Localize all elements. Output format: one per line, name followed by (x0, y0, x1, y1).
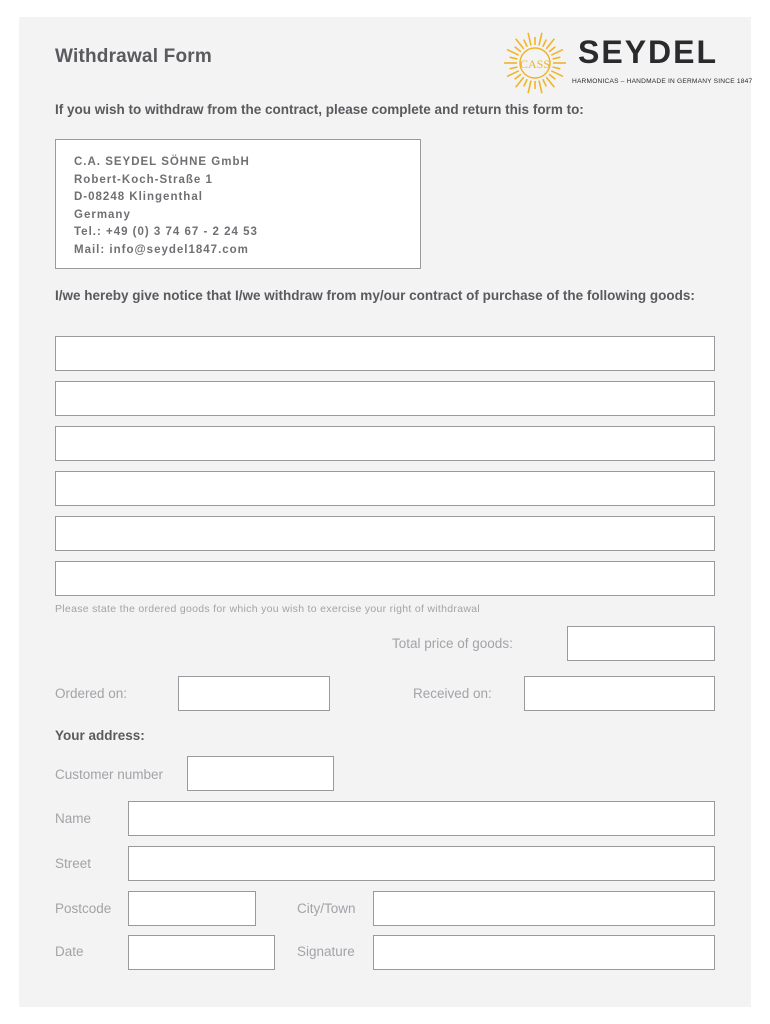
sun-ray (543, 40, 546, 47)
sun-ray (507, 50, 519, 56)
address-line: Tel.: +49 (0) 3 74 67 - 2 24 53 (74, 226, 258, 238)
sun-ray (516, 77, 524, 87)
sun-ray (516, 39, 524, 49)
sun-ray (551, 50, 563, 56)
street-field[interactable] (128, 846, 715, 881)
name-field[interactable] (128, 801, 715, 836)
sun-ray (515, 47, 521, 52)
sun-ray (546, 77, 554, 87)
withdrawal-notice: I/we hereby give notice that I/we withdraw from my/our contract of purchase of the following goods: (55, 288, 695, 303)
sun-ray (553, 57, 561, 59)
sun-ray (507, 71, 519, 77)
company-address-box (55, 139, 421, 269)
date-field[interactable] (128, 935, 275, 970)
customer-number-label: Customer number (55, 767, 164, 782)
goods-row-2[interactable] (55, 381, 715, 416)
address-line: Mail: info@seydel1847.com (74, 243, 249, 256)
sun-ray (546, 39, 554, 49)
date-label: Date (55, 944, 84, 959)
received-on-field[interactable] (524, 676, 715, 711)
goods-hint: Please state the ordered goods for which you wish to exercise your right of withdrawal (55, 603, 481, 615)
sun-ray (539, 81, 542, 94)
postcode-label: Postcode (55, 901, 112, 916)
address-line: Germany (74, 208, 131, 221)
sun-ray (528, 81, 531, 94)
signature-label: Signature (297, 944, 355, 959)
total-price-label: Total price of goods: (392, 636, 513, 651)
sun-ray (551, 71, 563, 77)
seydel-logo (500, 30, 753, 96)
sun-ray (510, 57, 518, 59)
badge-text: CASS (519, 57, 551, 71)
goods-row-6[interactable] (55, 561, 715, 596)
sun-ray (524, 40, 527, 47)
sun-ray (539, 33, 542, 46)
address-line: Robert-Koch-Straße 1 (74, 173, 213, 186)
street-label: Street (55, 856, 92, 871)
sun-ray (549, 74, 555, 79)
goods-row-1[interactable] (55, 336, 715, 371)
customer-number-field[interactable] (187, 756, 334, 791)
sun-ray (510, 67, 518, 69)
brand-name: SEYDEL (578, 34, 719, 70)
received-on-label: Received on: (413, 686, 492, 701)
sun-ray (528, 33, 531, 46)
signature-field[interactable] (373, 935, 715, 970)
postcode-field[interactable] (128, 891, 256, 926)
goods-row-3[interactable] (55, 426, 715, 461)
goods-row-4[interactable] (55, 471, 715, 506)
city-label: City/Town (297, 901, 356, 916)
total-price-field[interactable] (567, 626, 715, 661)
sun-ray (515, 74, 521, 79)
address-line: C.A. SEYDEL SÖHNE GmbH (74, 156, 250, 168)
address-line: D-08248 Klingenthal (74, 191, 203, 203)
name-label: Name (55, 811, 92, 826)
sun-ray (549, 47, 555, 52)
your-address-heading: Your address: (55, 728, 145, 743)
ordered-on-field[interactable] (178, 676, 330, 711)
sun-ray (524, 79, 527, 86)
sun-badge-icon (500, 30, 570, 96)
intro-text: If you wish to withdraw from the contract, please complete and return this form to: (55, 102, 584, 117)
brand-tagline: HARMONICAS – HANDMADE IN GERMANY SINCE 1847 (572, 78, 753, 85)
goods-row-5[interactable] (55, 516, 715, 551)
city-field[interactable] (373, 891, 715, 926)
ordered-on-label: Ordered on: (55, 686, 128, 701)
form-title: Withdrawal Form (55, 46, 212, 67)
sun-ray (543, 79, 546, 86)
sun-ray (553, 67, 561, 69)
